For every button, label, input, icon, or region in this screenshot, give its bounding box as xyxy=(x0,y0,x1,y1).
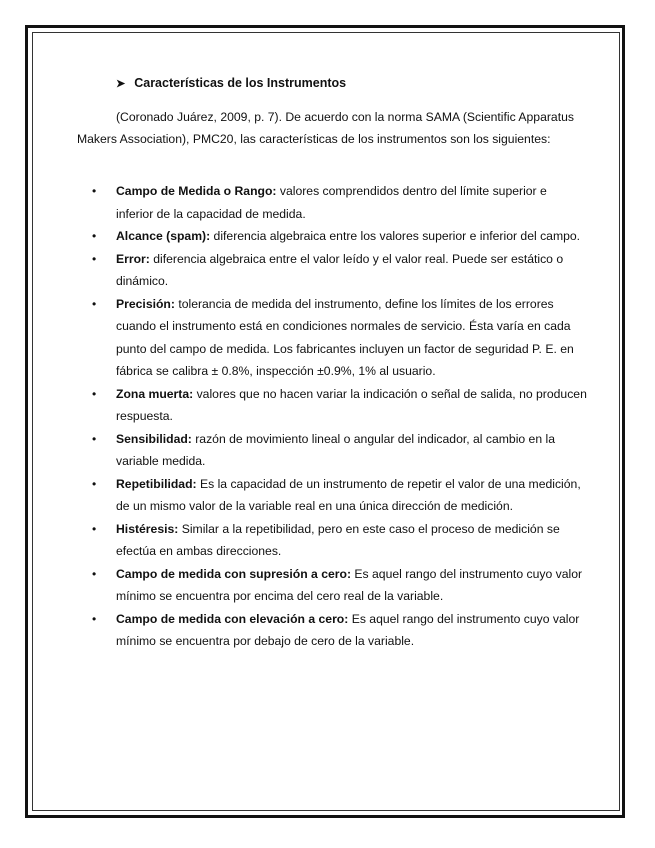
item-text: Es aquel rango del instrumento cuyo valor mínimo se encuentra por encima del cero real de la variable. xyxy=(116,566,583,603)
characteristics-list xyxy=(92,180,587,653)
list-item xyxy=(92,293,587,383)
bullet-icon: • xyxy=(92,184,97,198)
list-item xyxy=(92,518,587,563)
bullet-icon: • xyxy=(92,611,97,626)
list-item xyxy=(92,225,587,248)
bullet-icon: • xyxy=(92,386,97,401)
item-term: Histéresis: xyxy=(116,521,179,536)
bullet-icon: • xyxy=(92,521,97,536)
list-item xyxy=(92,428,587,473)
item-term: Repetibilidad: xyxy=(116,476,197,491)
section-heading xyxy=(116,76,346,90)
intro-paragraph: (Coronado Juárez, 2009, p. 7). De acuerdo con la norma SAMA (Scientific Apparatus Makers Association), PMC20, las características de los instrumentos son los siguientes: xyxy=(77,110,574,146)
list-item xyxy=(92,383,587,428)
item-term: Precisión: xyxy=(116,296,175,311)
bullet-icon: • xyxy=(92,431,97,446)
item-text: Es la capacidad de un instrumento de repetir el valor de una medición, de un mismo valor de la variable real en una única dirección de medición. xyxy=(116,476,581,513)
list-item xyxy=(92,473,587,518)
item-text: diferencia algebraica entre el valor leído y el valor real. Puede ser estático o dinámico. xyxy=(116,251,564,288)
item-text: diferencia algebraica entre los valores superior e inferior del campo. xyxy=(210,229,581,243)
item-term: Zona muerta: xyxy=(116,386,194,401)
bullet-icon: • xyxy=(92,476,97,491)
arrow-bullet-icon: ➤ xyxy=(116,78,126,90)
bullet-icon: • xyxy=(92,229,97,243)
bullet-icon: • xyxy=(92,251,97,266)
item-text: valores que no hacen variar la indicación o señal de salida, no producen respuesta. xyxy=(116,386,587,423)
bullet-icon: • xyxy=(92,296,97,311)
list-item xyxy=(92,563,587,608)
item-term: Alcance (spam): xyxy=(116,229,211,243)
item-text: Es aquel rango del instrumento cuyo valor mínimo se encuentra por debajo de cero de la variable. xyxy=(116,611,580,648)
list-item xyxy=(92,248,587,293)
item-term: Campo de Medida o Rango: xyxy=(116,184,277,198)
item-text: tolerancia de medida del instrumento, define los límites de los errores cuando el instrumento está en condiciones normales de servicio. Ésta varía en cada punto del campo de medida. Los fabricantes incluyen un factor de seguridad P. E. en fábrica se calibra ± 0.8%, inspección ±0.9%, 1% al usuario. xyxy=(116,296,574,378)
item-text: razón de movimiento lineal o angular del indicador, al cambio en la variable medida. xyxy=(116,431,555,468)
item-term: Sensibilidad: xyxy=(116,431,192,446)
item-term: Campo de medida con elevación a cero: xyxy=(116,611,349,626)
item-term: Error: xyxy=(116,251,150,266)
list-item xyxy=(92,608,587,653)
bullet-icon: • xyxy=(92,566,97,581)
item-term: Campo de medida con supresión a cero: xyxy=(116,566,352,581)
item-text: valores comprendidos dentro del límite superior e inferior de la capacidad de medida. xyxy=(116,184,547,221)
section-heading-text: Características de los Instrumentos xyxy=(134,76,347,90)
list-item xyxy=(92,180,587,225)
item-text: Similar a la repetibilidad, pero en este caso el proceso de medición se efectúa en ambas direcciones. xyxy=(116,521,560,558)
